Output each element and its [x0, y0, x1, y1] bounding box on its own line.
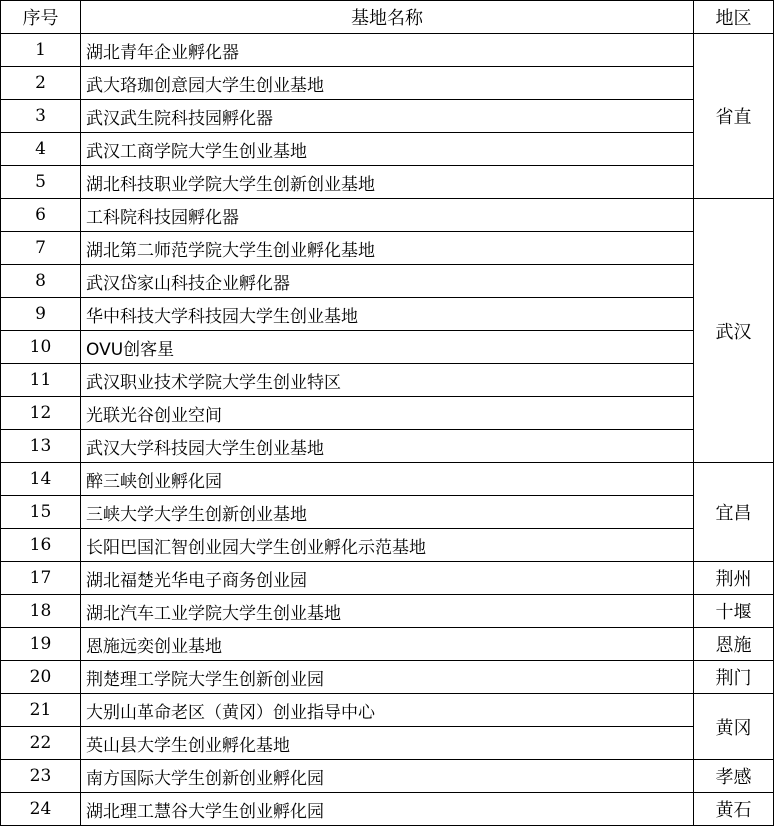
base-name: 武汉大学科技园大学生创业基地 [81, 430, 694, 463]
row-number: 18 [1, 595, 81, 628]
table-row [1, 793, 774, 826]
base-name: 华中科技大学科技园大学生创业基地 [81, 298, 694, 331]
base-name: 光联光谷创业空间 [81, 397, 694, 430]
table-row [1, 133, 774, 166]
table-row [1, 100, 774, 133]
row-number: 5 [1, 166, 81, 199]
row-number: 4 [1, 133, 81, 166]
header-row [1, 1, 774, 34]
region-cell: 宜昌 [694, 463, 774, 562]
region-cell: 恩施 [694, 628, 774, 661]
row-number: 21 [1, 694, 81, 727]
base-name: 武大珞珈创意园大学生创业基地 [81, 67, 694, 100]
region-cell: 省直 [694, 34, 774, 199]
region-cell: 荆州 [694, 562, 774, 595]
row-number: 6 [1, 199, 81, 232]
row-number: 10 [1, 331, 81, 364]
row-number: 17 [1, 562, 81, 595]
table-row [1, 628, 774, 661]
row-number: 1 [1, 34, 81, 67]
table-row [1, 298, 774, 331]
table-row [1, 595, 774, 628]
base-name: 湖北科技职业学院大学生创新创业基地 [81, 166, 694, 199]
region-cell: 黄冈 [694, 694, 774, 760]
base-name: 湖北青年企业孵化器 [81, 34, 694, 67]
base-name: 大别山革命老区（黄冈）创业指导中心 [81, 694, 694, 727]
row-number: 12 [1, 397, 81, 430]
table-row [1, 364, 774, 397]
table-row [1, 661, 774, 694]
base-name: 三峡大学大学生创新创业基地 [81, 496, 694, 529]
region-cell: 荆门 [694, 661, 774, 694]
base-name: 武汉工商学院大学生创业基地 [81, 133, 694, 166]
table-body [1, 34, 774, 826]
table-row [1, 331, 774, 364]
region-cell: 黄石 [694, 793, 774, 826]
base-name: 荆楚理工学院大学生创新创业园 [81, 661, 694, 694]
row-number: 8 [1, 265, 81, 298]
table-row [1, 34, 774, 67]
row-number: 11 [1, 364, 81, 397]
region-cell: 孝感 [694, 760, 774, 793]
row-number: 13 [1, 430, 81, 463]
base-name: 武汉岱家山科技企业孵化器 [81, 265, 694, 298]
row-number: 16 [1, 529, 81, 562]
row-number: 20 [1, 661, 81, 694]
header-name: 基地名称 [81, 1, 694, 34]
table-row [1, 496, 774, 529]
row-number: 7 [1, 232, 81, 265]
base-name: 湖北汽车工业学院大学生创业基地 [81, 595, 694, 628]
table-row [1, 727, 774, 760]
base-name: 工科院科技园孵化器 [81, 199, 694, 232]
table-row [1, 760, 774, 793]
row-number: 15 [1, 496, 81, 529]
table-row [1, 397, 774, 430]
row-number: 22 [1, 727, 81, 760]
header-region: 地区 [694, 1, 774, 34]
row-number: 2 [1, 67, 81, 100]
row-number: 14 [1, 463, 81, 496]
row-number: 3 [1, 100, 81, 133]
table-row [1, 232, 774, 265]
base-name: 湖北理工慧谷大学生创业孵化园 [81, 793, 694, 826]
table-row [1, 529, 774, 562]
base-name: 恩施远奕创业基地 [81, 628, 694, 661]
base-name: 湖北第二师范学院大学生创业孵化基地 [81, 232, 694, 265]
base-name: 英山县大学生创业孵化基地 [81, 727, 694, 760]
table-row [1, 463, 774, 496]
table-row [1, 265, 774, 298]
base-name: 醉三峡创业孵化园 [81, 463, 694, 496]
region-cell: 十堰 [694, 595, 774, 628]
base-name: 武汉武生院科技园孵化器 [81, 100, 694, 133]
table-row [1, 67, 774, 100]
row-number: 23 [1, 760, 81, 793]
row-number: 9 [1, 298, 81, 331]
table-row [1, 562, 774, 595]
base-name: 武汉职业技术学院大学生创业特区 [81, 364, 694, 397]
base-name: OVU创客星 [81, 331, 694, 364]
header-index: 序号 [1, 1, 81, 34]
base-name: 南方国际大学生创新创业孵化园 [81, 760, 694, 793]
row-number: 19 [1, 628, 81, 661]
base-name: 长阳巴国汇智创业园大学生创业孵化示范基地 [81, 529, 694, 562]
base-name: 湖北福楚光华电子商务创业园 [81, 562, 694, 595]
table-row [1, 430, 774, 463]
row-number: 24 [1, 793, 81, 826]
table-row [1, 694, 774, 727]
table-row [1, 199, 774, 232]
region-cell: 武汉 [694, 199, 774, 463]
table-row [1, 166, 774, 199]
